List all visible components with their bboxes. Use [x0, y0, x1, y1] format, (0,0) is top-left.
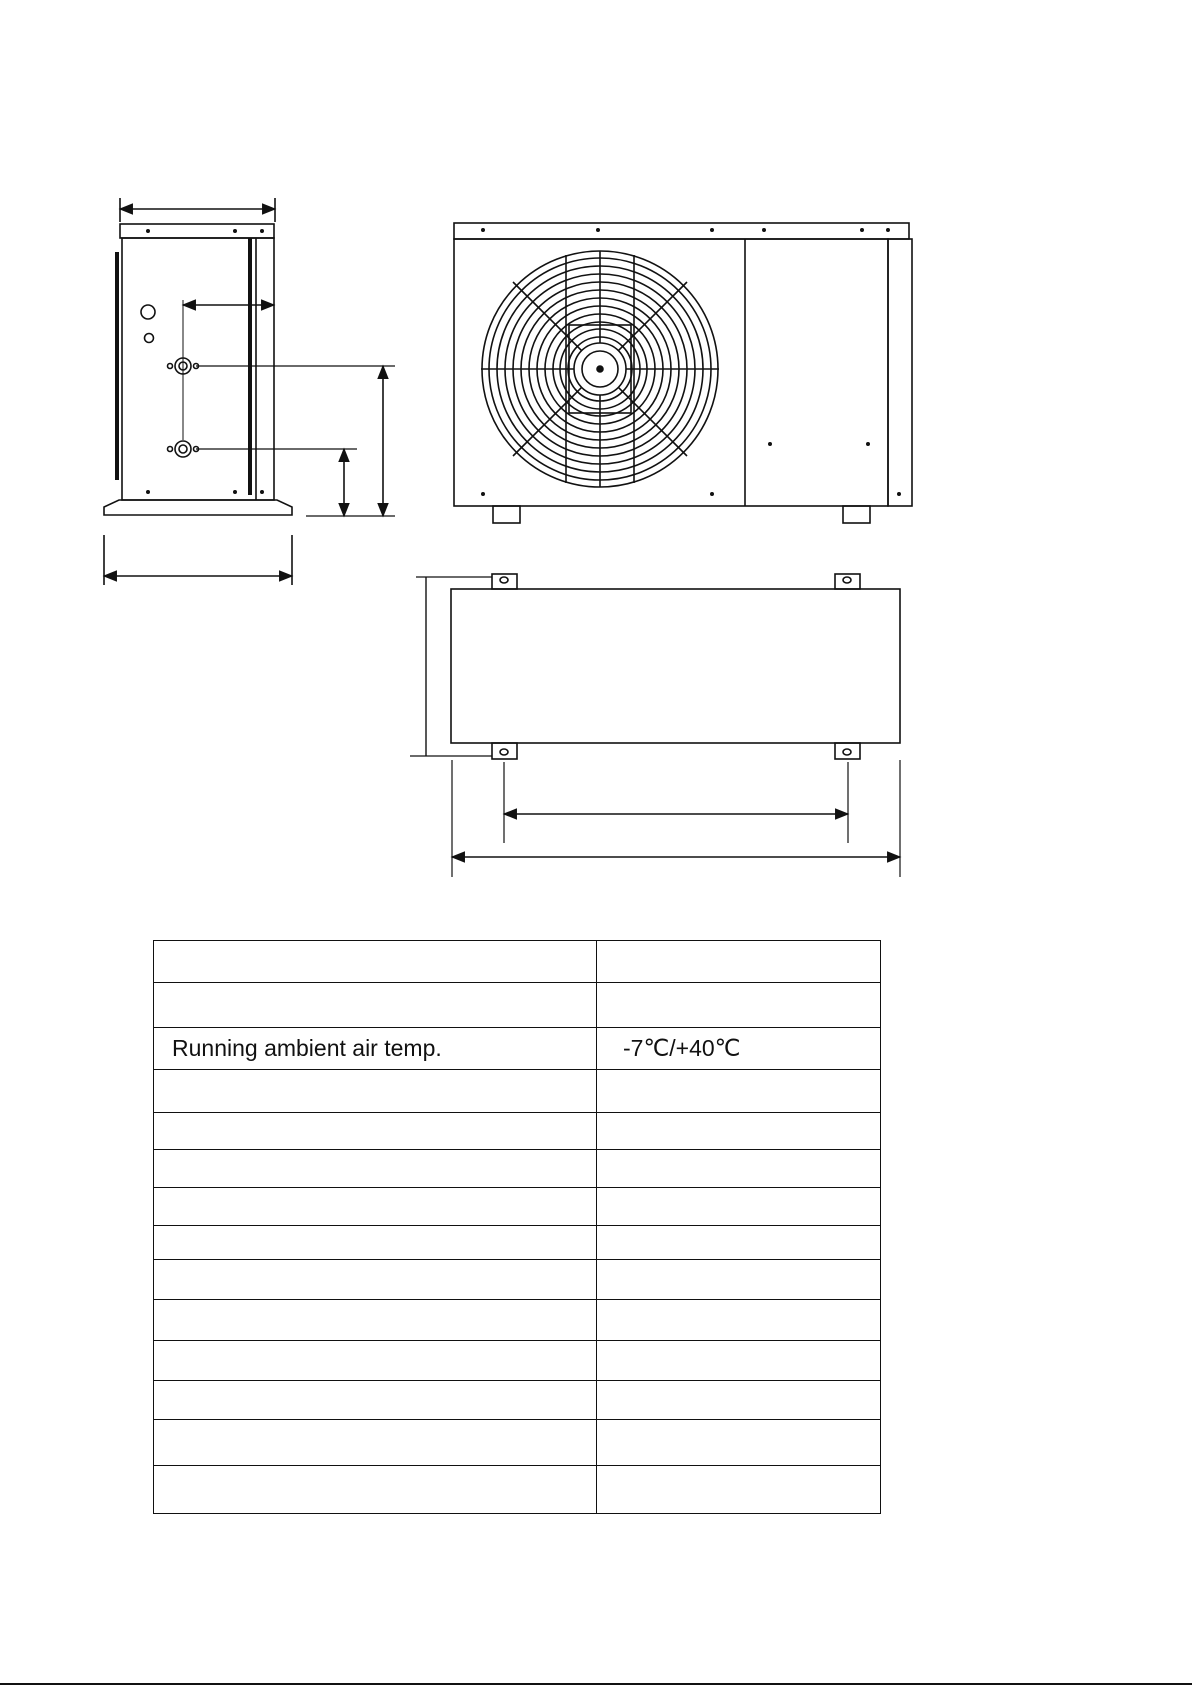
table-row [154, 1300, 881, 1341]
spec-value [597, 1341, 881, 1381]
spec-label [154, 1300, 597, 1341]
spec-value [597, 1188, 881, 1226]
front-view [454, 223, 912, 523]
table-row [154, 1028, 881, 1070]
spec-label [154, 1260, 597, 1300]
spec-label [154, 1188, 597, 1226]
side-view [104, 198, 395, 585]
table-row [154, 1341, 881, 1381]
spec-value [597, 1300, 881, 1341]
specification-table [153, 940, 881, 1514]
table-row [154, 1466, 881, 1514]
front-foot-left [493, 506, 520, 523]
table-row [154, 1188, 881, 1226]
spec-value [597, 1466, 881, 1514]
spec-label [154, 1113, 597, 1150]
spec-value [597, 1150, 881, 1188]
table-row [154, 1226, 881, 1260]
front-top-cap [454, 223, 909, 239]
front-foot-right [843, 506, 870, 523]
side-base [104, 500, 292, 515]
spec-value [597, 941, 881, 983]
table-row [154, 941, 881, 983]
table-row [154, 1150, 881, 1188]
side-top-cap [120, 224, 274, 238]
table-row [154, 1420, 881, 1466]
spec-label [154, 1466, 597, 1514]
spec-label [154, 1150, 597, 1188]
spec-value: -7℃/+40℃ [597, 1028, 881, 1070]
spec-label [154, 1226, 597, 1260]
spec-label [154, 983, 597, 1028]
spec-label [154, 941, 597, 983]
mounting-bracket-icon [492, 574, 860, 759]
spec-value [597, 1381, 881, 1420]
table-row [154, 983, 881, 1028]
spec-label [154, 1420, 597, 1466]
top-body [451, 589, 900, 743]
spec-value [597, 1420, 881, 1466]
table-row [154, 1260, 881, 1300]
spec-value [597, 1226, 881, 1260]
spec-value [597, 1260, 881, 1300]
spec-value [597, 1113, 881, 1150]
spec-label: Running ambient air temp. [154, 1028, 597, 1070]
table-row [154, 1113, 881, 1150]
table-row [154, 1070, 881, 1113]
fan-guard-icon [481, 251, 719, 487]
water-inlet-icon [175, 441, 191, 457]
spec-value [597, 983, 881, 1028]
spec-label [154, 1341, 597, 1381]
top-view [410, 574, 900, 877]
spec-label [154, 1381, 597, 1420]
table-row [154, 1381, 881, 1420]
spec-label [154, 1070, 597, 1113]
spec-value [597, 1070, 881, 1113]
